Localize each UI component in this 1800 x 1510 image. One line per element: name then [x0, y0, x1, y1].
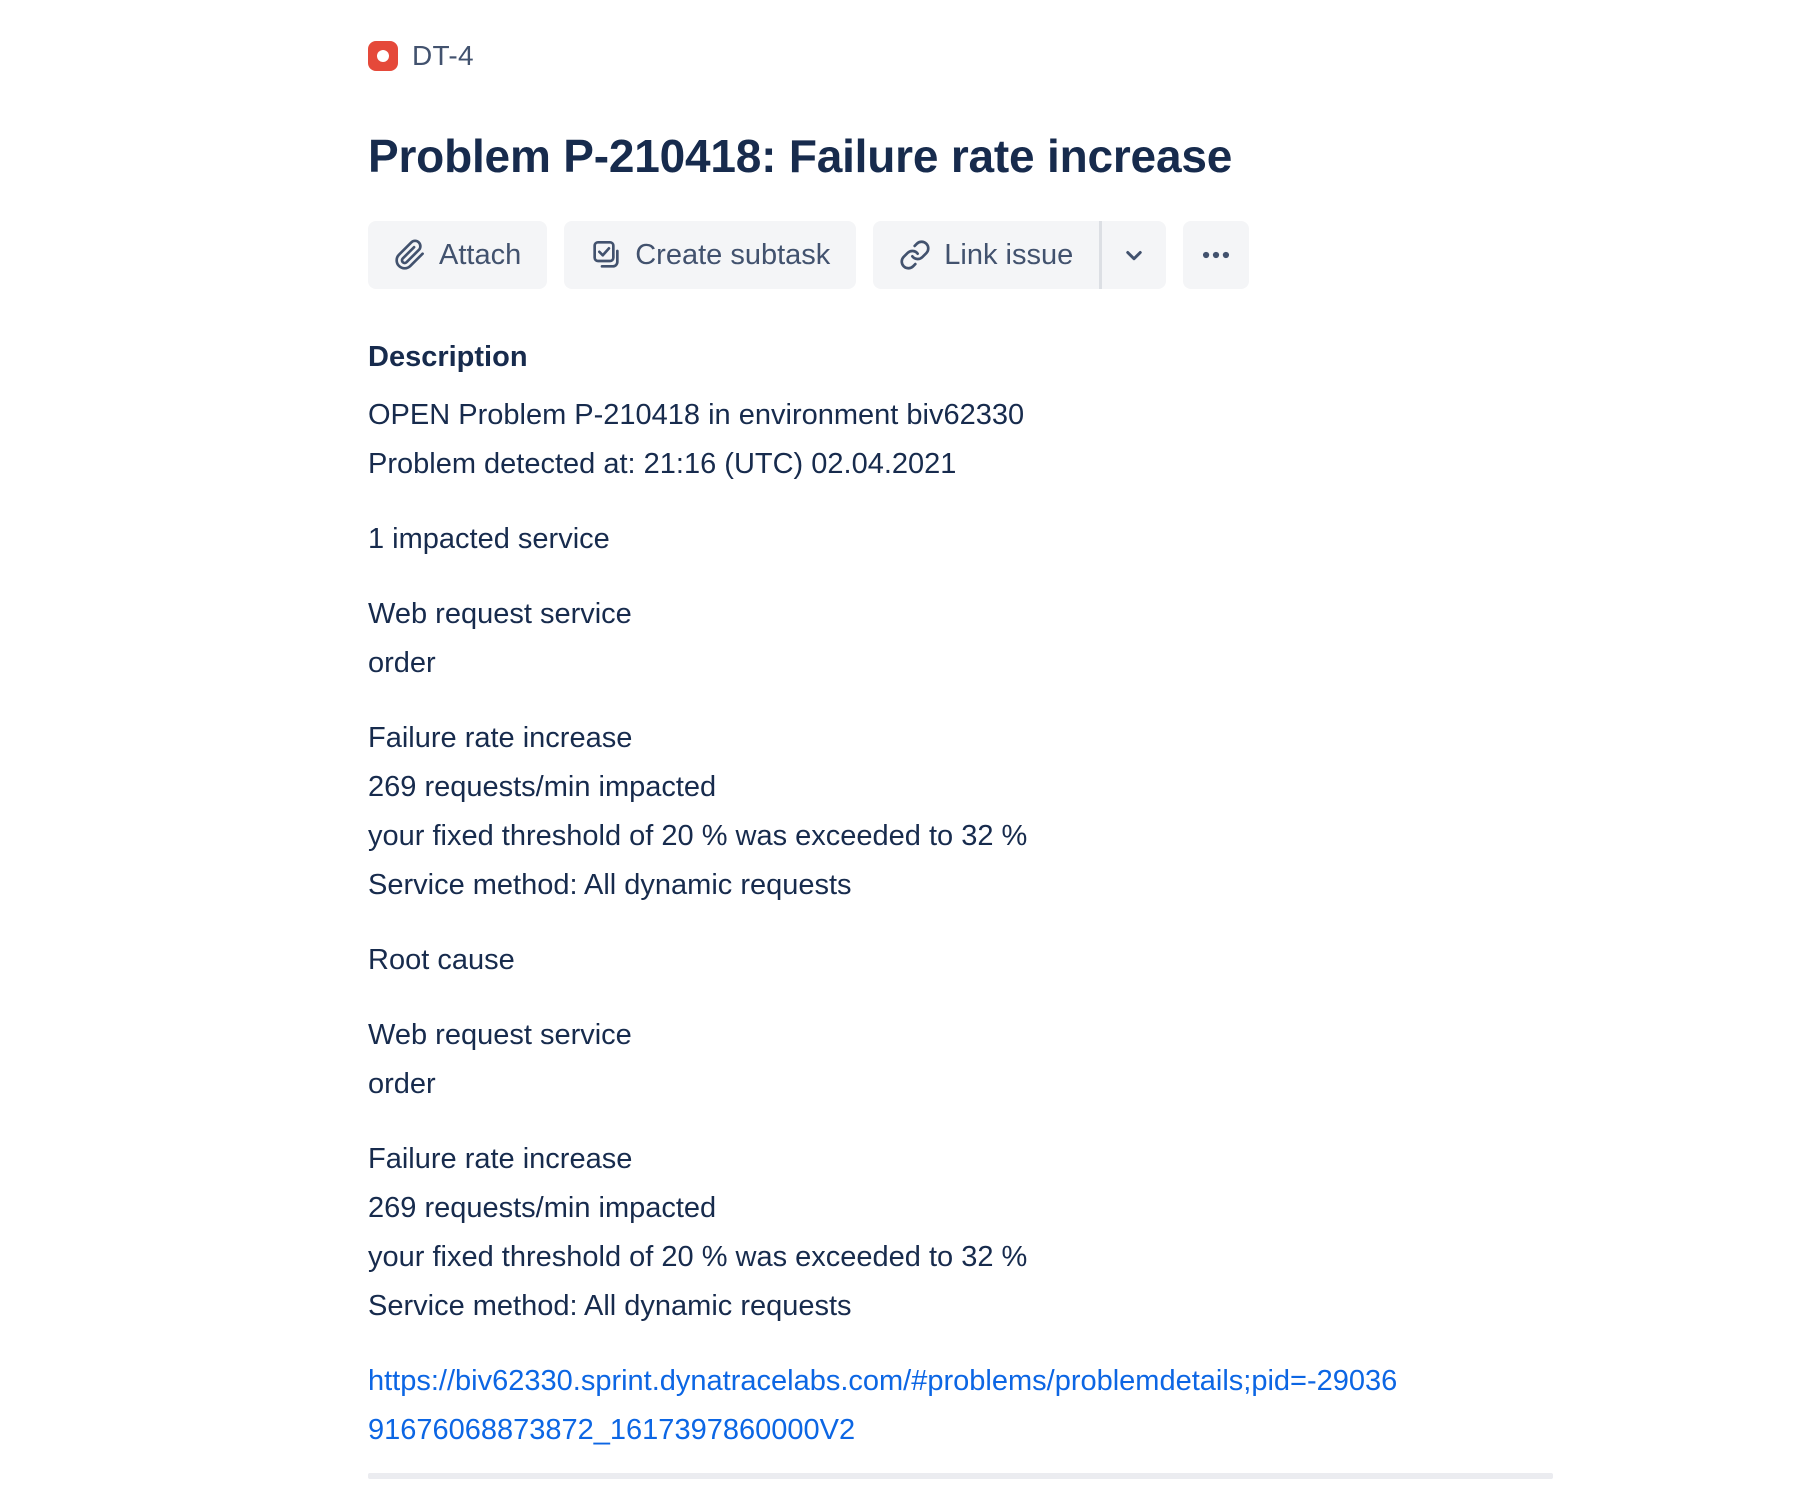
description-paragraph	[368, 515, 1568, 564]
issue-key-link[interactable]: DT-4	[412, 40, 474, 71]
description-paragraph	[368, 391, 1568, 489]
description-paragraph	[368, 714, 1568, 910]
page-title: Problem P-210418: Failure rate increase	[368, 130, 1233, 182]
link-icon	[899, 239, 931, 271]
attach-button-label: Attach	[439, 238, 522, 271]
create-subtask-button[interactable]	[564, 221, 856, 289]
link-issue-dropdown-button[interactable]	[1102, 221, 1166, 289]
description-line: Service method: All dynamic requests	[368, 1290, 852, 1322]
issue-toolbar	[368, 221, 1568, 289]
description-body	[368, 391, 1568, 1455]
description-paragraph	[368, 1011, 1568, 1109]
description-heading: Description	[368, 341, 528, 373]
description-line: your fixed threshold of 20 % was exceeded to 32 %	[368, 1241, 1028, 1273]
section-divider	[368, 1473, 1553, 1479]
paperclip-icon	[394, 239, 426, 271]
subtask-icon	[590, 239, 622, 271]
chevron-down-icon	[1119, 240, 1149, 270]
description-line: Failure rate increase	[368, 722, 633, 754]
issue-content	[368, 0, 1568, 1479]
problem-link-line: https://biv62330.sprint.dynatracelabs.com/#problems/problemdetails;pid=-29036	[368, 1365, 1398, 1397]
ellipsis-icon	[1199, 238, 1233, 272]
description-paragraph	[368, 1357, 1568, 1455]
description-line: order	[368, 647, 436, 679]
bug-issue-type-icon[interactable]	[368, 41, 398, 71]
description-line: Failure rate increase	[368, 1143, 633, 1175]
description-paragraph	[368, 590, 1568, 688]
breadcrumb	[368, 0, 1568, 72]
description-line: Root cause	[368, 944, 515, 976]
bug-icon-dot	[377, 50, 389, 62]
description-line: your fixed threshold of 20 % was exceeded to 32 %	[368, 820, 1028, 852]
link-issue-split-button	[873, 221, 1166, 289]
description-line: 1 impacted service	[368, 523, 610, 555]
problem-link-line: 91676068873872_1617397860000V2	[368, 1414, 856, 1446]
create-subtask-button-label: Create subtask	[635, 238, 831, 271]
link-issue-button[interactable]	[873, 221, 1099, 289]
description-paragraph	[368, 936, 1568, 985]
problem-details-link[interactable]	[368, 1357, 1568, 1455]
description-line: Problem detected at: 21:16 (UTC) 02.04.2021	[368, 448, 957, 480]
description-line: Web request service	[368, 598, 632, 630]
link-issue-button-label: Link issue	[944, 238, 1074, 271]
description-line: Web request service	[368, 1019, 632, 1051]
description-line: 269 requests/min impacted	[368, 771, 717, 803]
description-line: order	[368, 1068, 436, 1100]
attach-button[interactable]	[368, 221, 547, 289]
description-line: OPEN Problem P-210418 in environment biv62330	[368, 399, 1025, 431]
more-actions-button[interactable]	[1183, 221, 1249, 289]
description-line: Service method: All dynamic requests	[368, 869, 852, 901]
description-line: 269 requests/min impacted	[368, 1192, 717, 1224]
description-paragraph	[368, 1135, 1568, 1331]
